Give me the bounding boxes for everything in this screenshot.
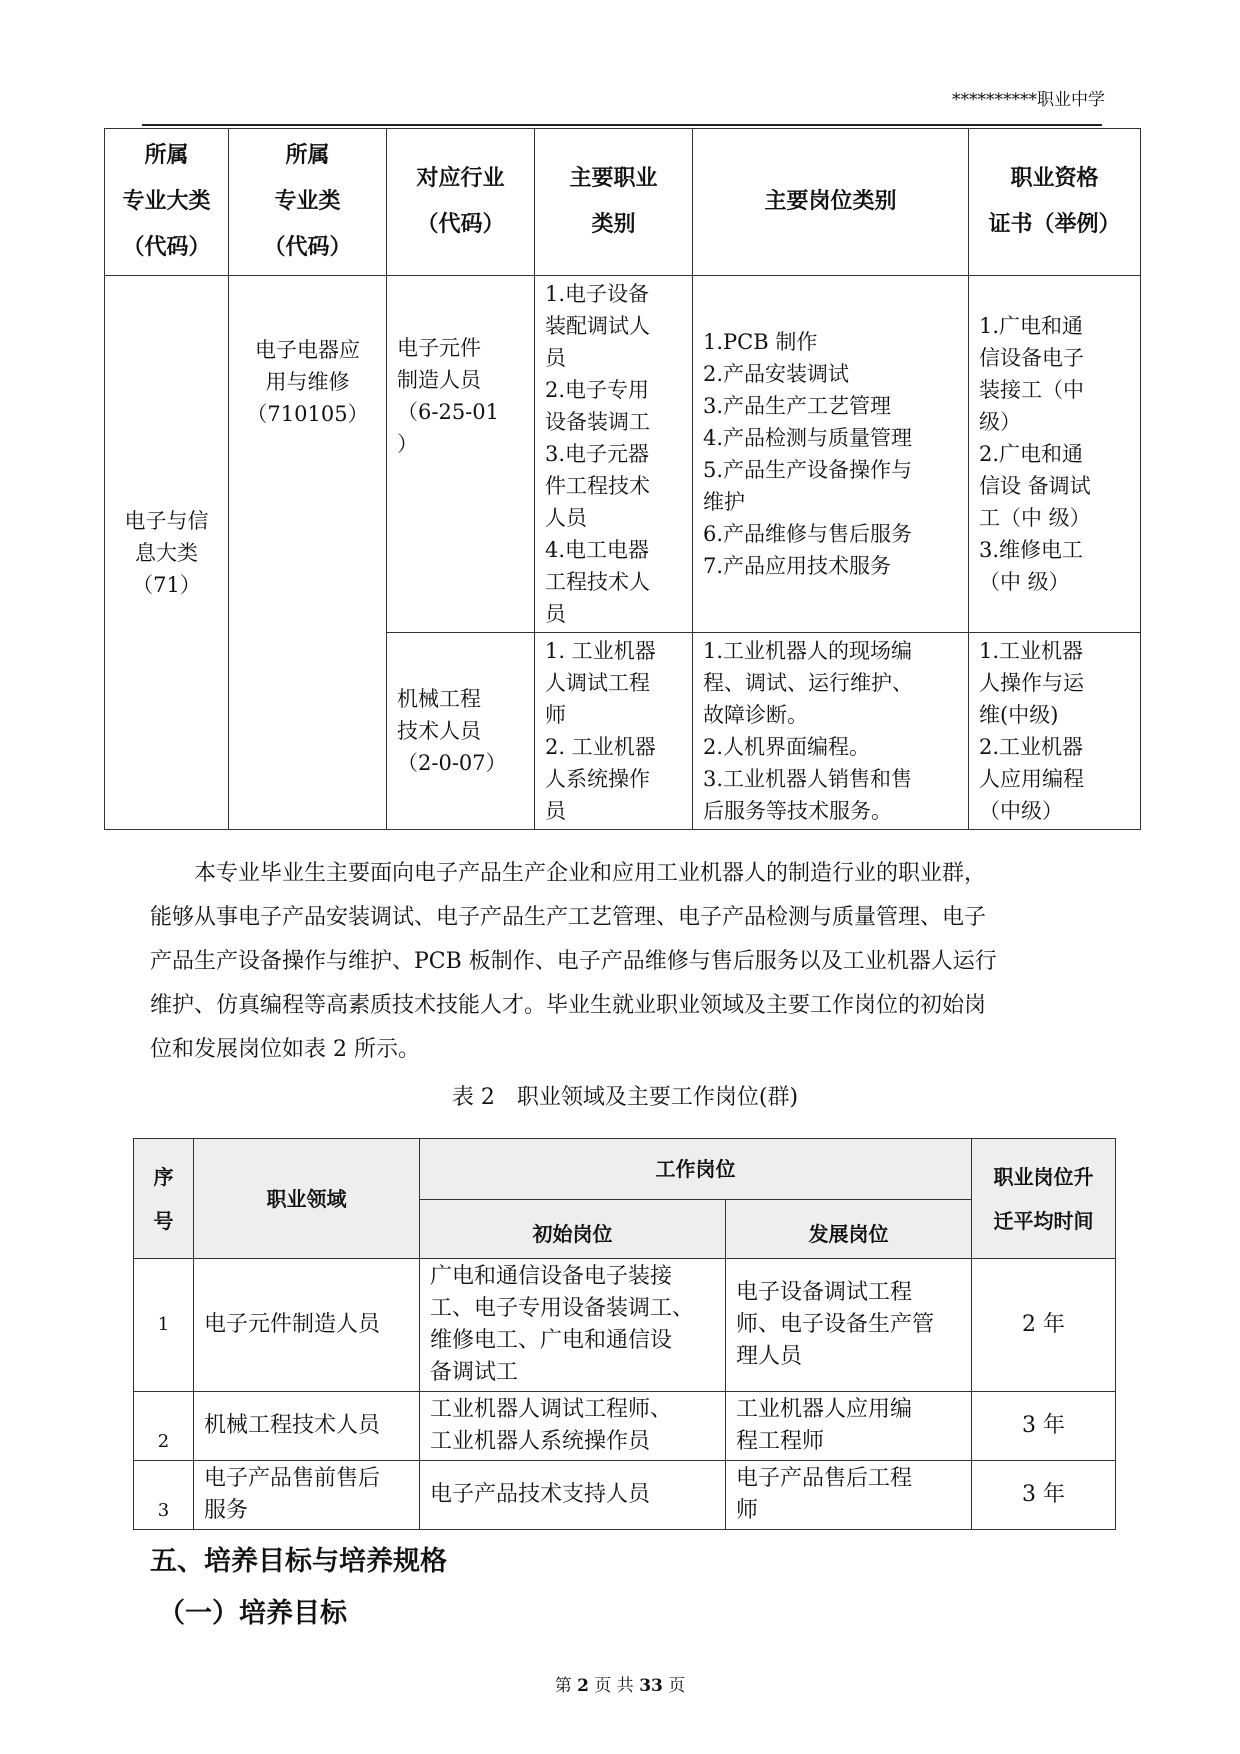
cell-line: 件工程技术 <box>545 474 650 498</box>
cell-line: 4.电工电器 <box>545 538 650 562</box>
header-occupation <box>535 129 693 276</box>
cell-line: 电子与信 <box>124 508 209 533</box>
cell-line: 所属 <box>285 143 330 168</box>
cell-line: 后服务等技术服务。 <box>703 799 892 823</box>
cell-line: 3.电子元器 <box>545 442 650 466</box>
seq-cell: 3 <box>134 1461 194 1530</box>
cell-line: 息大类 <box>135 540 198 565</box>
promotion-time-cell: 2 年 <box>972 1259 1116 1392</box>
header-industry <box>387 129 535 276</box>
header-certificates <box>969 129 1141 276</box>
cell-line: 师 <box>545 703 566 727</box>
table-row <box>134 1392 1116 1461</box>
cell-line: 维(中级) <box>979 703 1059 727</box>
page-footer <box>520 1672 720 1700</box>
occupation-table <box>104 128 1141 830</box>
cell-line: （代码） <box>263 235 352 260</box>
cell-line: （2-0-07） <box>397 751 507 775</box>
cell-line: 工程技术人 <box>545 570 650 594</box>
initial-post-cell <box>420 1461 726 1530</box>
cell-line: 1.PCB 制作 <box>703 330 818 354</box>
cell-line: （71） <box>132 572 201 597</box>
paragraph-line: 产品生产设备操作与维护、PCB 板制作、电子产品维修与售后服务以及工业机器人运行 <box>150 949 997 974</box>
footer-suffix: 页 <box>668 1676 686 1696</box>
paragraph-line: 维护、仿真编程等高素质技术技能人才。毕业生就业职业领域及主要工作岗位的初始岗 <box>150 993 987 1018</box>
cell-line: 职业资格 <box>1010 166 1099 191</box>
table-row <box>105 276 1141 633</box>
cell-line: 信设备电子 <box>979 346 1084 370</box>
cell-line: 员 <box>545 602 566 626</box>
cell-line: ） <box>397 432 418 456</box>
cell-line: 7.产品应用技术服务 <box>703 554 892 578</box>
cell-line: 服务 <box>204 1498 249 1523</box>
cell-line: 装接工（中 <box>979 378 1084 402</box>
field-cell <box>194 1461 420 1530</box>
header-positions <box>693 129 969 276</box>
occupation-cell <box>535 633 693 830</box>
cell-line: 3.维修电工 <box>979 538 1084 562</box>
cell-line: 1.工业机器人的现场编 <box>703 639 913 663</box>
header-seq <box>134 1139 194 1259</box>
promotion-time-cell: 3 年 <box>972 1461 1116 1530</box>
certificates-cell <box>969 633 1141 830</box>
cell-line: 用与维修 <box>265 370 350 394</box>
cell-line: 证书（举例） <box>988 212 1121 237</box>
cell-line: 2.产品安装调试 <box>703 362 850 386</box>
cell-line: 主要职业 <box>569 166 658 191</box>
development-post-cell <box>726 1392 972 1461</box>
cell-line: 维护 <box>703 490 745 514</box>
career-table <box>133 1138 1116 1530</box>
body-paragraph <box>150 852 1100 1072</box>
cell-line: 2.电子专用 <box>545 378 650 402</box>
cell-line: 备调试工 <box>430 1360 519 1385</box>
cell-line: 装配调试人 <box>545 314 650 338</box>
cell-line: 设备装调工 <box>545 410 650 434</box>
cell-line: （中级） <box>979 799 1063 823</box>
cell-line: 故障诊断。 <box>703 703 808 727</box>
footer-middle: 页 共 <box>594 1676 634 1696</box>
cell-line: 师、电子设备生产管 <box>736 1312 935 1337</box>
cell-line: 3.产品生产工艺管理 <box>703 394 892 418</box>
cell-line: 人系统操作 <box>545 767 650 791</box>
cell-line: 专业类 <box>274 189 341 214</box>
cell-line: 人调试工程 <box>545 671 650 695</box>
footer-page-number: 2 <box>577 1676 589 1696</box>
cell-line: 1.工业机器 <box>979 639 1084 663</box>
cell-line: 级） <box>979 410 1021 434</box>
cell-line: 工、电子专用设备装调工、 <box>430 1296 695 1321</box>
cell-line: 所属 <box>144 143 189 168</box>
field-cell <box>194 1392 420 1461</box>
cell-line: （6-25-01 <box>397 400 499 424</box>
industry-cell <box>387 276 535 633</box>
cell-line: 4.产品检测与质量管理 <box>703 426 913 450</box>
cell-line: 工业机器人调试工程师、 <box>430 1397 673 1422</box>
header-rule <box>142 124 1102 126</box>
header-major-class <box>229 129 387 276</box>
cell-line: 专业大类 <box>122 189 211 214</box>
occupation-cell <box>535 276 693 633</box>
cell-line: 2.工业机器 <box>979 735 1084 759</box>
major-category-cell <box>105 276 229 830</box>
cell-line: 人应用编程 <box>979 767 1084 791</box>
certificates-cell <box>969 276 1141 633</box>
cell-line: 1. 工业机器 <box>545 639 656 663</box>
header-development-post: 发展岗位 <box>726 1200 972 1259</box>
cell-line: （710105） <box>246 402 369 426</box>
cell-line: 工（中 级） <box>979 506 1091 530</box>
positions-cell <box>693 633 969 830</box>
header-work-post: 工作岗位 <box>420 1139 972 1200</box>
cell-line: 机械工程 <box>397 687 481 711</box>
occupation-table-header <box>105 129 1141 276</box>
cell-line: 广电和通信设备电子装接 <box>430 1264 673 1289</box>
cell-line: 师 <box>736 1498 759 1523</box>
development-post-cell <box>726 1461 972 1530</box>
paragraph-line: 能够从事电子产品安装调试、电子产品生产工艺管理、电子产品检测与质量管理、电子 <box>150 905 987 930</box>
promotion-time-cell: 3 年 <box>972 1392 1116 1461</box>
table-row <box>134 1259 1116 1392</box>
initial-post-cell <box>420 1259 726 1392</box>
header-field: 职业领域 <box>194 1139 420 1259</box>
cell-line: 员 <box>545 346 566 370</box>
cell-line: 号 <box>153 1208 174 1233</box>
cell-line: 制造人员 <box>397 368 481 392</box>
cell-line: 主要岗位类别 <box>764 189 897 214</box>
cell-line: 维修电工、广电和通信设 <box>430 1328 673 1353</box>
cell-line: 电子元件 <box>397 336 481 360</box>
cell-line: 员 <box>545 799 566 823</box>
cell-line: 6.产品维修与售后服务 <box>703 522 913 546</box>
cell-line: 迁平均时间 <box>993 1208 1094 1233</box>
cell-line: 工业机器人应用编 <box>736 1397 913 1422</box>
section-heading: 五、培养目标与培养规格 <box>150 1546 447 1577</box>
cell-line: 对应行业 <box>416 166 505 191</box>
cell-line: 程工程师 <box>736 1429 825 1454</box>
footer-prefix: 第 <box>554 1676 572 1696</box>
cell-line: （代码） <box>416 212 505 237</box>
cell-line: 信设 备调试 <box>979 474 1091 498</box>
initial-post-cell <box>420 1392 726 1461</box>
cell-line: 工业机器人系统操作员 <box>430 1429 651 1454</box>
seq-cell: 1 <box>134 1259 194 1392</box>
cell-line: 程、调试、运行维护、 <box>703 671 913 695</box>
cell-line: 类别 <box>591 212 636 237</box>
cell-line: 电子产品售后工程 <box>736 1466 913 1491</box>
table-caption: 表 2 职业领域及主要工作岗位(群) <box>451 1085 799 1110</box>
major-class-cell <box>229 276 387 830</box>
cell-line: 2. 工业机器 <box>545 735 656 759</box>
cell-line: 人员 <box>545 506 587 530</box>
field-cell <box>194 1259 420 1392</box>
industry-cell <box>387 633 535 830</box>
cell-line: 职业岗位升 <box>993 1164 1094 1189</box>
cell-line: 电子元件制造人员 <box>204 1312 381 1337</box>
cell-line: 序 <box>153 1164 174 1189</box>
footer-total-pages: 33 <box>639 1676 663 1696</box>
cell-line: 理人员 <box>736 1344 803 1369</box>
positions-cell <box>693 276 969 633</box>
header-school-name: **********职业中学 <box>952 90 1105 110</box>
cell-line: 人操作与运 <box>979 671 1084 695</box>
cell-line: 技术人员 <box>397 719 481 743</box>
cell-line: 2.人机界面编程。 <box>703 735 871 759</box>
paragraph-line: 本专业毕业生主要面向电子产品生产企业和应用工业机器人的制造行业的职业群， <box>194 861 987 886</box>
seq-cell: 2 <box>134 1392 194 1461</box>
cell-line: 电子电器应 <box>255 338 360 362</box>
table-row <box>134 1461 1116 1530</box>
cell-line: 电子设备调试工程 <box>736 1280 913 1305</box>
cell-line: 1.电子设备 <box>545 282 650 306</box>
header-initial-post: 初始岗位 <box>420 1200 726 1259</box>
cell-line: 电子产品售前售后 <box>204 1466 381 1491</box>
career-table-header <box>134 1139 1116 1200</box>
cell-line: 机械工程技术人员 <box>204 1413 381 1438</box>
cell-line: 3.工业机器人销售和售 <box>703 767 913 791</box>
header-promotion-time <box>972 1139 1116 1259</box>
cell-line: 电子产品技术支持人员 <box>430 1482 651 1507</box>
cell-line: （代码） <box>122 235 211 260</box>
header-major-category <box>105 129 229 276</box>
cell-line: 2.广电和通 <box>979 442 1084 466</box>
paragraph-line: 位和发展岗位如表 2 所示。 <box>150 1037 420 1062</box>
cell-line: （中 级） <box>979 570 1070 594</box>
cell-line: 5.产品生产设备操作与 <box>703 458 913 482</box>
cell-line: 1.广电和通 <box>979 314 1084 338</box>
development-post-cell <box>726 1259 972 1392</box>
sub-heading: （一）培养目标 <box>158 1598 347 1629</box>
